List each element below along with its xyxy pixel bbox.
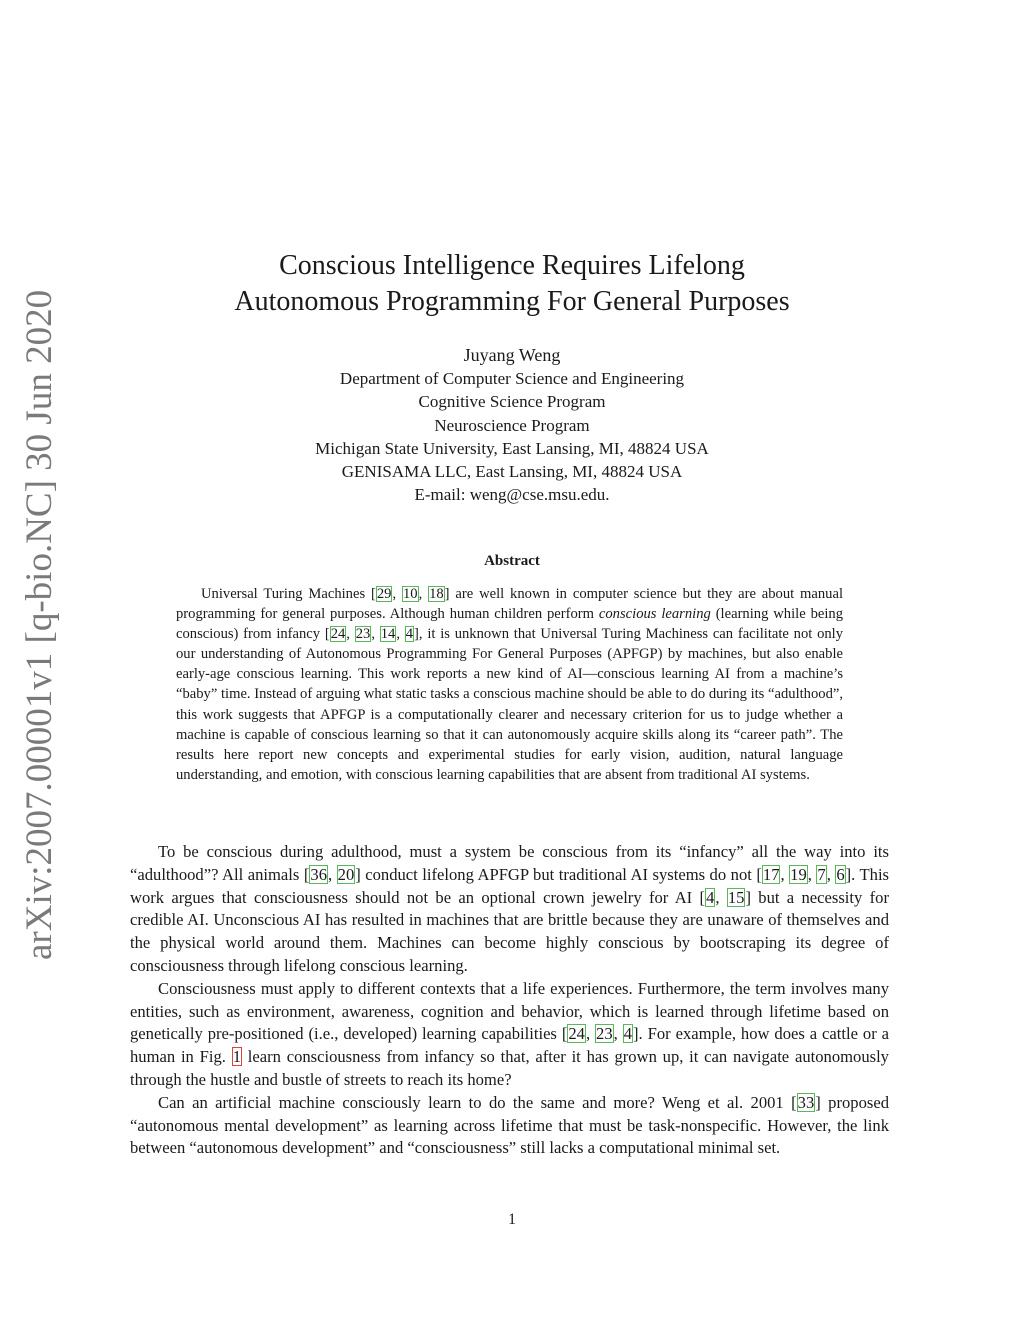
citation-link[interactable]: 23 xyxy=(596,1024,613,1044)
citation-separator: , xyxy=(807,864,817,884)
citation-link[interactable]: 6 xyxy=(836,864,845,884)
paragraph-segment: ] proposed “autonomous mental development” as learning across lifetime that must be task-nonspecific. However, the link between “autonomous development” and “consciousness” still lacks a computational minimal set. xyxy=(130,1092,889,1158)
title-line-1: Conscious Intelligence Requires Lifelong xyxy=(279,250,745,281)
citation-link[interactable]: 14 xyxy=(380,626,396,643)
paragraph-segment: Consciousness must apply to different contexts that a life experiences. Furthermore, the term involves many entities, such as environment, awareness, cognition and behavior, which is learned through lifetime based on genetically pre-positioned (i.e., developed) learning capabilities [ xyxy=(130,978,889,1044)
affiliation-neuroscience: Neuroscience Program xyxy=(434,415,590,435)
citation-separator: , xyxy=(327,864,337,884)
citation-separator: , xyxy=(780,864,790,884)
citation-link[interactable]: 4 xyxy=(706,887,715,907)
abstract-heading: Abstract xyxy=(484,553,540,569)
citation-separator: , xyxy=(396,626,405,643)
citation-link[interactable]: 20 xyxy=(337,864,355,884)
citation-link[interactable]: 7 xyxy=(817,864,826,884)
emphasis-conscious-learning: conscious learning xyxy=(598,606,711,623)
abstract-segment: ], it is unknown that Universal Turing Machiness can facilitate not only our understanding of Autonomous Programming For General Purposes (APFGP) by machines, but also enable early-age conscious learning. This work reports a new kind of AI—conscious learning AI from a machine’s “baby” time. Instead of arguing what static tasks a conscious machine should be able to do during its “adulthood”, this work suggests that APFGP is a computationally clearer and necessary criterion for us to judge whether a machine is capable of conscious learning so that it can autonomously acquire skills along its “career path”. The results here report new concepts and experimental studies for early vision, audition, natural language understanding, and emotion, with conscious learning capabilities that are absent from traditional AI systems. xyxy=(176,626,844,783)
paragraph-1 xyxy=(130,841,889,978)
citation-separator: , xyxy=(585,1024,596,1044)
citation-link[interactable]: 29 xyxy=(376,586,392,602)
abstract-segment: (learning while being conscious) from infancy [ xyxy=(176,606,843,643)
citation-separator: , xyxy=(371,626,380,643)
citation-separator: , xyxy=(613,1024,623,1044)
figure-reference-link[interactable]: 1 xyxy=(232,1047,241,1067)
body-text xyxy=(130,841,889,1160)
citation-link[interactable]: 19 xyxy=(790,864,807,884)
citation-link[interactable]: 15 xyxy=(727,887,745,907)
affiliation-department: Department of Computer Science and Engineering xyxy=(339,369,685,388)
page-number: 1 xyxy=(508,1211,516,1228)
author-block xyxy=(0,343,1024,507)
citation-link[interactable]: 10 xyxy=(402,586,418,602)
title-line-2: Autonomous Programming For General Purposes xyxy=(234,286,790,317)
affiliation-cognitive-science: Cognitive Science Program xyxy=(418,392,606,412)
citation-separator: , xyxy=(392,586,402,602)
citation-separator: , xyxy=(826,864,836,884)
citation-link[interactable]: 18 xyxy=(429,586,444,602)
affiliation-university: Michigan State University, East Lansing, MI, 48824 USA xyxy=(315,438,709,458)
paragraph-segment: To be conscious during adulthood, must a system be conscious from its “infancy” all the way into its “adulthood”? All animals [ xyxy=(130,842,889,884)
citation-separator: , xyxy=(715,887,727,907)
abstract-segment: ] are well known in computer science but they are about manual programming for general purposes. Although human children perform xyxy=(176,586,844,623)
paragraph-segment: ] but a necessity for credible AI. Unconscious AI has resulted in machines that are brittle because they are unaware of themselves and the physical world around them. Machines can become highly conscious by bootscraping its degree of consciousness through lifelong conscious learning. xyxy=(130,887,889,975)
abstract-text xyxy=(176,584,843,785)
paragraph-segment: ]. For example, how does a cattle or a human in Fig. xyxy=(130,1024,890,1067)
affiliation-company: GENISAMA LLC, East Lansing, MI, 48824 USA xyxy=(341,462,683,482)
author-name: Juyang Weng xyxy=(463,345,561,365)
citation-link[interactable]: 4 xyxy=(623,1024,633,1044)
citation-link[interactable]: 36 xyxy=(310,864,327,884)
author-email: E-mail: weng@cse.msu.edu. xyxy=(414,485,610,505)
citation-separator: , xyxy=(418,586,429,602)
citation-link[interactable]: 23 xyxy=(355,626,371,643)
paper-title xyxy=(0,248,1024,320)
citation-link[interactable]: 33 xyxy=(797,1092,815,1112)
paragraph-3 xyxy=(130,1092,889,1160)
paragraph-segment: ] conduct lifelong APFGP but traditional AI systems do not [ xyxy=(355,864,762,884)
paragraph-segment: ]. This work argues that consciousness should not be an optional crown jewelry for AI [ xyxy=(130,864,890,907)
paragraph-2 xyxy=(130,978,889,1092)
citation-separator: , xyxy=(346,626,355,643)
paragraph-segment: Can an artificial machine consciously learn to do the same and more? Weng et al. 2001 [ xyxy=(158,1092,797,1112)
citation-link[interactable]: 24 xyxy=(568,1024,585,1044)
citation-link[interactable]: 17 xyxy=(762,864,780,884)
arxiv-identifier-stamp: arXiv:2007.00001v1 [q-bio.NC] 30 Jun 2020 xyxy=(19,289,60,960)
citation-link[interactable]: 4 xyxy=(405,626,414,643)
abstract-segment: Universal Turing Machines [ xyxy=(201,586,376,602)
citation-link[interactable]: 24 xyxy=(330,626,346,643)
paragraph-segment: learn consciousness from infancy so that, after it has grown up, it can navigate autonomously through the hustle and bustle of streets to reach its home? xyxy=(130,1047,889,1089)
